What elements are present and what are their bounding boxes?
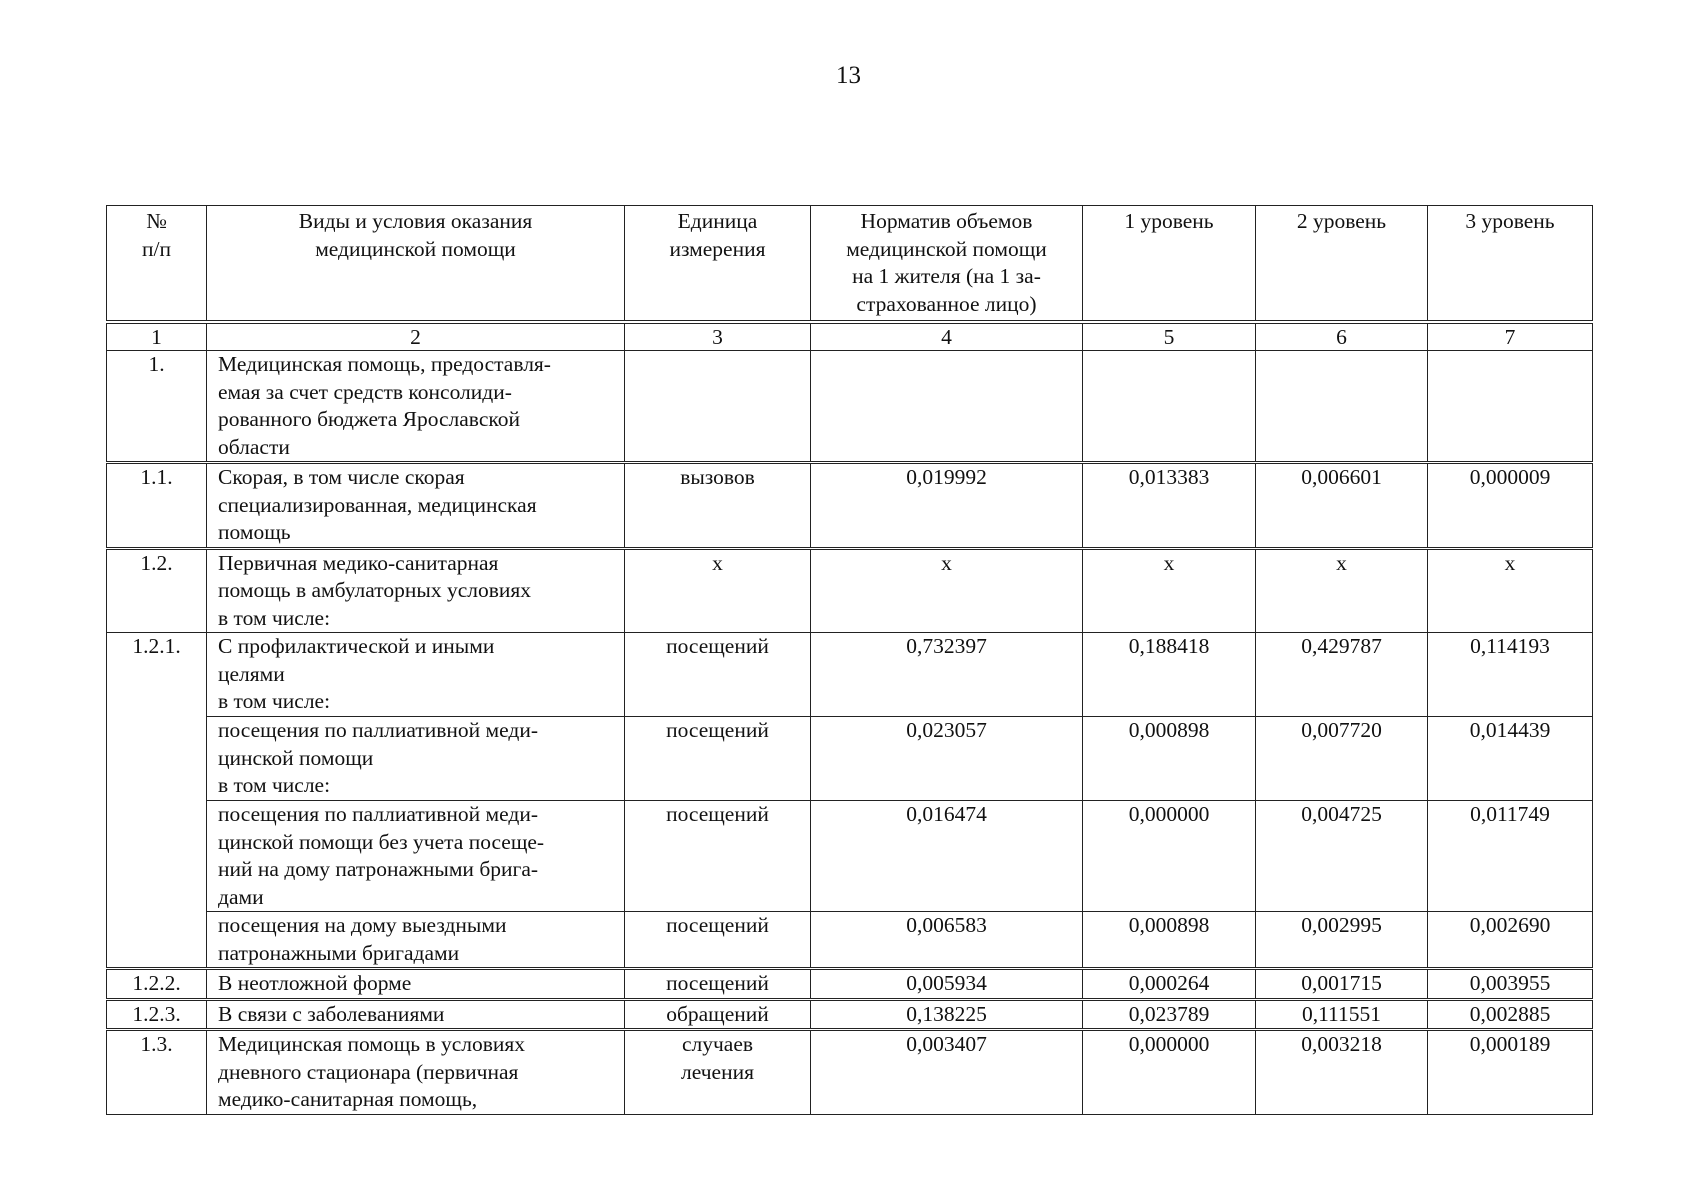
level3-cell: 0,011749: [1428, 801, 1593, 912]
row-name: Медицинская помощь в условиях дневного стационара (первичная медико-санитарная помощь,: [207, 1030, 625, 1115]
level1-cell: 0,000000: [1083, 1030, 1256, 1115]
row-name: С профилактической и иными целями в том числе:: [207, 633, 625, 717]
level3-cell: 0,003955: [1428, 969, 1593, 1000]
header-cell: № п/п: [107, 206, 207, 323]
row-name: Медицинская помощь, предоставля- емая за счет средств консолиди- рованного бюджета Ярославской области: [207, 351, 625, 463]
level2-cell: 0,003218: [1256, 1030, 1428, 1115]
level2-cell: 0,004725: [1256, 801, 1428, 912]
level3-cell: 0,002690: [1428, 912, 1593, 969]
header-cell: Виды и условия оказания медицинской помощи: [207, 206, 625, 323]
row-number: 1.3.: [107, 1030, 207, 1115]
table-row: [107, 801, 1593, 912]
row-number: 1.: [107, 351, 207, 463]
level3-cell: 0,000189: [1428, 1030, 1593, 1115]
level1-cell: 0,023789: [1083, 999, 1256, 1030]
level1-cell: 0,000264: [1083, 969, 1256, 1000]
norm-cell: 0,003407: [811, 1030, 1083, 1115]
row-number: 1.1.: [107, 463, 207, 549]
medical-care-volume-table: [106, 205, 1593, 1115]
row-name: Скорая, в том числе скорая специализированная, медицинская помощь: [207, 463, 625, 549]
norm-cell: 0,019992: [811, 463, 1083, 549]
level1-cell: 0,000898: [1083, 717, 1256, 801]
norm-cell: х: [811, 548, 1083, 633]
level2-cell: 0,111551: [1256, 999, 1428, 1030]
table-row: [107, 912, 1593, 969]
row-name: Первичная медико-санитарная помощь в амбулаторных условиях в том числе:: [207, 548, 625, 633]
header-cell: Норматив объемов медицинской помощи на 1 жителя (на 1 за- страхованное лицо): [811, 206, 1083, 323]
level3-cell: 0,000009: [1428, 463, 1593, 549]
table-row: [107, 463, 1593, 549]
table-row: [107, 999, 1593, 1030]
level1-cell: 0,000000: [1083, 801, 1256, 912]
norm-cell: 0,732397: [811, 633, 1083, 717]
header-cell: 1 уровень: [1083, 206, 1256, 323]
unit-cell: [625, 351, 811, 463]
row-number: 1.2.2.: [107, 969, 207, 1000]
table-row: [107, 969, 1593, 1000]
unit-cell: посещений: [625, 633, 811, 717]
level3-cell: 0,014439: [1428, 717, 1593, 801]
header-cell: Единица измерения: [625, 206, 811, 323]
level3-cell: 0,114193: [1428, 633, 1593, 717]
norm-cell: 0,023057: [811, 717, 1083, 801]
level1-cell: 0,000898: [1083, 912, 1256, 969]
column-number: 5: [1083, 322, 1256, 351]
level2-cell: 0,002995: [1256, 912, 1428, 969]
row-number: 1.2.1.: [107, 633, 207, 969]
level2-cell: х: [1256, 548, 1428, 633]
row-name: посещения по паллиативной меди- цинской помощи в том числе:: [207, 717, 625, 801]
level3-cell: 0,002885: [1428, 999, 1593, 1030]
row-name: В неотложной форме: [207, 969, 625, 1000]
level1-cell: 0,013383: [1083, 463, 1256, 549]
level2-cell: 0,429787: [1256, 633, 1428, 717]
row-name: В связи с заболеваниями: [207, 999, 625, 1030]
level3-cell: [1428, 351, 1593, 463]
unit-cell: посещений: [625, 717, 811, 801]
page-number: 13: [836, 62, 861, 89]
column-number: 6: [1256, 322, 1428, 351]
norm-cell: 0,016474: [811, 801, 1083, 912]
table-header-row: [107, 206, 1593, 323]
header-cell: 3 уровень: [1428, 206, 1593, 323]
table-row: [107, 1030, 1593, 1115]
table-row: [107, 351, 1593, 463]
norm-cell: [811, 351, 1083, 463]
column-number: 4: [811, 322, 1083, 351]
table-row: [107, 717, 1593, 801]
level1-cell: [1083, 351, 1256, 463]
unit-cell: обращений: [625, 999, 811, 1030]
level2-cell: 0,006601: [1256, 463, 1428, 549]
row-name: посещения на дому выездными патронажными бригадами: [207, 912, 625, 969]
unit-cell: посещений: [625, 801, 811, 912]
column-number: 1: [107, 322, 207, 351]
table-row: [107, 548, 1593, 633]
column-number-row: [107, 322, 1593, 351]
norm-cell: 0,005934: [811, 969, 1083, 1000]
norm-cell: 0,138225: [811, 999, 1083, 1030]
row-number: 1.2.: [107, 548, 207, 633]
row-name: посещения по паллиативной меди- цинской помощи без учета посеще- ний на дому патронажными брига- дами: [207, 801, 625, 912]
table-row: [107, 633, 1593, 717]
unit-cell: посещений: [625, 912, 811, 969]
column-number: 7: [1428, 322, 1593, 351]
norm-cell: 0,006583: [811, 912, 1083, 969]
unit-cell: случаев лечения: [625, 1030, 811, 1115]
level2-cell: 0,007720: [1256, 717, 1428, 801]
unit-cell: посещений: [625, 969, 811, 1000]
column-number: 2: [207, 322, 625, 351]
header-cell: 2 уровень: [1256, 206, 1428, 323]
row-number: 1.2.3.: [107, 999, 207, 1030]
level2-cell: [1256, 351, 1428, 463]
level3-cell: х: [1428, 548, 1593, 633]
column-number: 3: [625, 322, 811, 351]
unit-cell: х: [625, 548, 811, 633]
level1-cell: 0,188418: [1083, 633, 1256, 717]
unit-cell: вызовов: [625, 463, 811, 549]
level1-cell: х: [1083, 548, 1256, 633]
level2-cell: 0,001715: [1256, 969, 1428, 1000]
